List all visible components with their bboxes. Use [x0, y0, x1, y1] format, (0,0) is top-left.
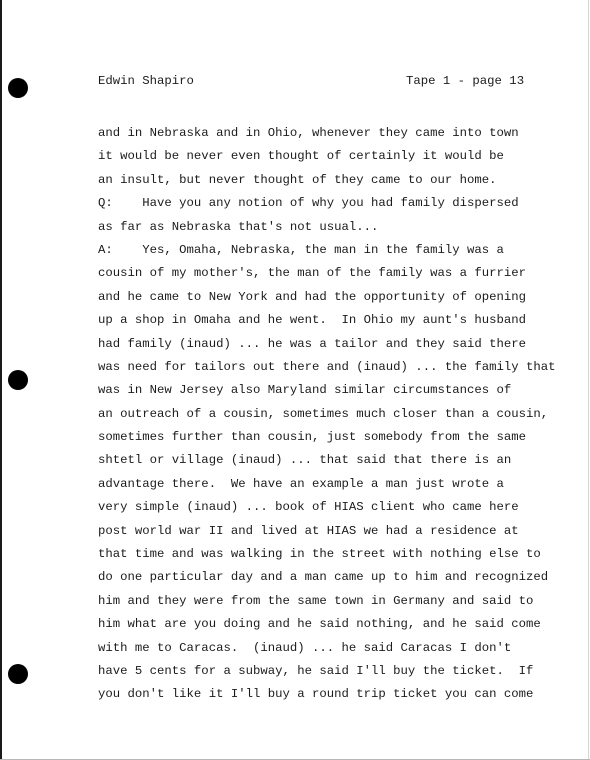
transcript-line: as far as Nebraska that's not usual...	[98, 219, 379, 234]
transcript-line: post world war II and lived at HIAS we had a residence at	[98, 523, 519, 538]
transcript-line: an insult, but never thought of they came to our home.	[98, 172, 497, 187]
header-interviewee-name: Edwin Shapiro	[98, 74, 194, 88]
binder-hole-bottom	[8, 664, 28, 684]
binder-hole-middle	[8, 370, 28, 390]
transcript-line: you don't like it I'll buy a round trip ticket you can come	[98, 687, 534, 702]
transcript-line: shtetl or village (inaud) ... that said that there is an	[98, 453, 512, 468]
transcript-line: Q: Have you any notion of why you had family dispersed	[98, 196, 519, 211]
transcript-line: and he came to New York and had the opportunity of opening	[98, 289, 527, 304]
transcript-line: with me to Caracas. (inaud) ... he said Caracas I don't	[98, 640, 512, 655]
transcript-line: very simple (inaud) ... book of HIAS client who came here	[98, 500, 519, 515]
transcript-line: it would be never even thought of certainly it would be	[98, 149, 504, 164]
transcript-line: sometimes further than cousin, just somebody from the same	[98, 430, 527, 445]
transcript-line: that time and was walking in the street with nothing else to	[98, 547, 541, 562]
header-tape-page: Tape 1 - page 13	[406, 74, 525, 88]
transcript-line: and in Nebraska and in Ohio, whenever they came into town	[98, 126, 519, 140]
transcript-line: advantage there. We have an example a man just wrote a	[98, 476, 504, 491]
transcript-line: had family (inaud) ... he was a tailor and they said there	[98, 336, 527, 351]
page-right-edge	[588, 0, 589, 760]
transcript-body	[98, 122, 556, 707]
transcript-line: have 5 cents for a subway, he said I'll buy the ticket. If	[98, 663, 534, 678]
transcript-line: cousin of my mother's, the man of the family was a furrier	[98, 266, 527, 281]
transcript-line: was in New Jersey also Maryland similar circumstances of	[98, 383, 512, 398]
transcript-line: him and they were from the same town in Germany and said to	[98, 593, 534, 608]
transcript-line: him what are you doing and he said nothing, and he said come	[98, 617, 541, 632]
transcript-line: an outreach of a cousin, sometimes much closer than a cousin,	[98, 406, 549, 421]
binder-hole-top	[8, 78, 28, 98]
transcript-line: was need for tailors out there and (inaud) ... the family that	[98, 359, 556, 374]
transcript-line: A: Yes, Omaha, Nebraska, the man in the family was a	[98, 242, 504, 257]
transcript-line: do one particular day and a man came up to him and recognized	[98, 570, 549, 585]
transcript-line: up a shop in Omaha and he went. In Ohio my aunt's husband	[98, 313, 527, 328]
page-left-edge	[0, 0, 2, 760]
